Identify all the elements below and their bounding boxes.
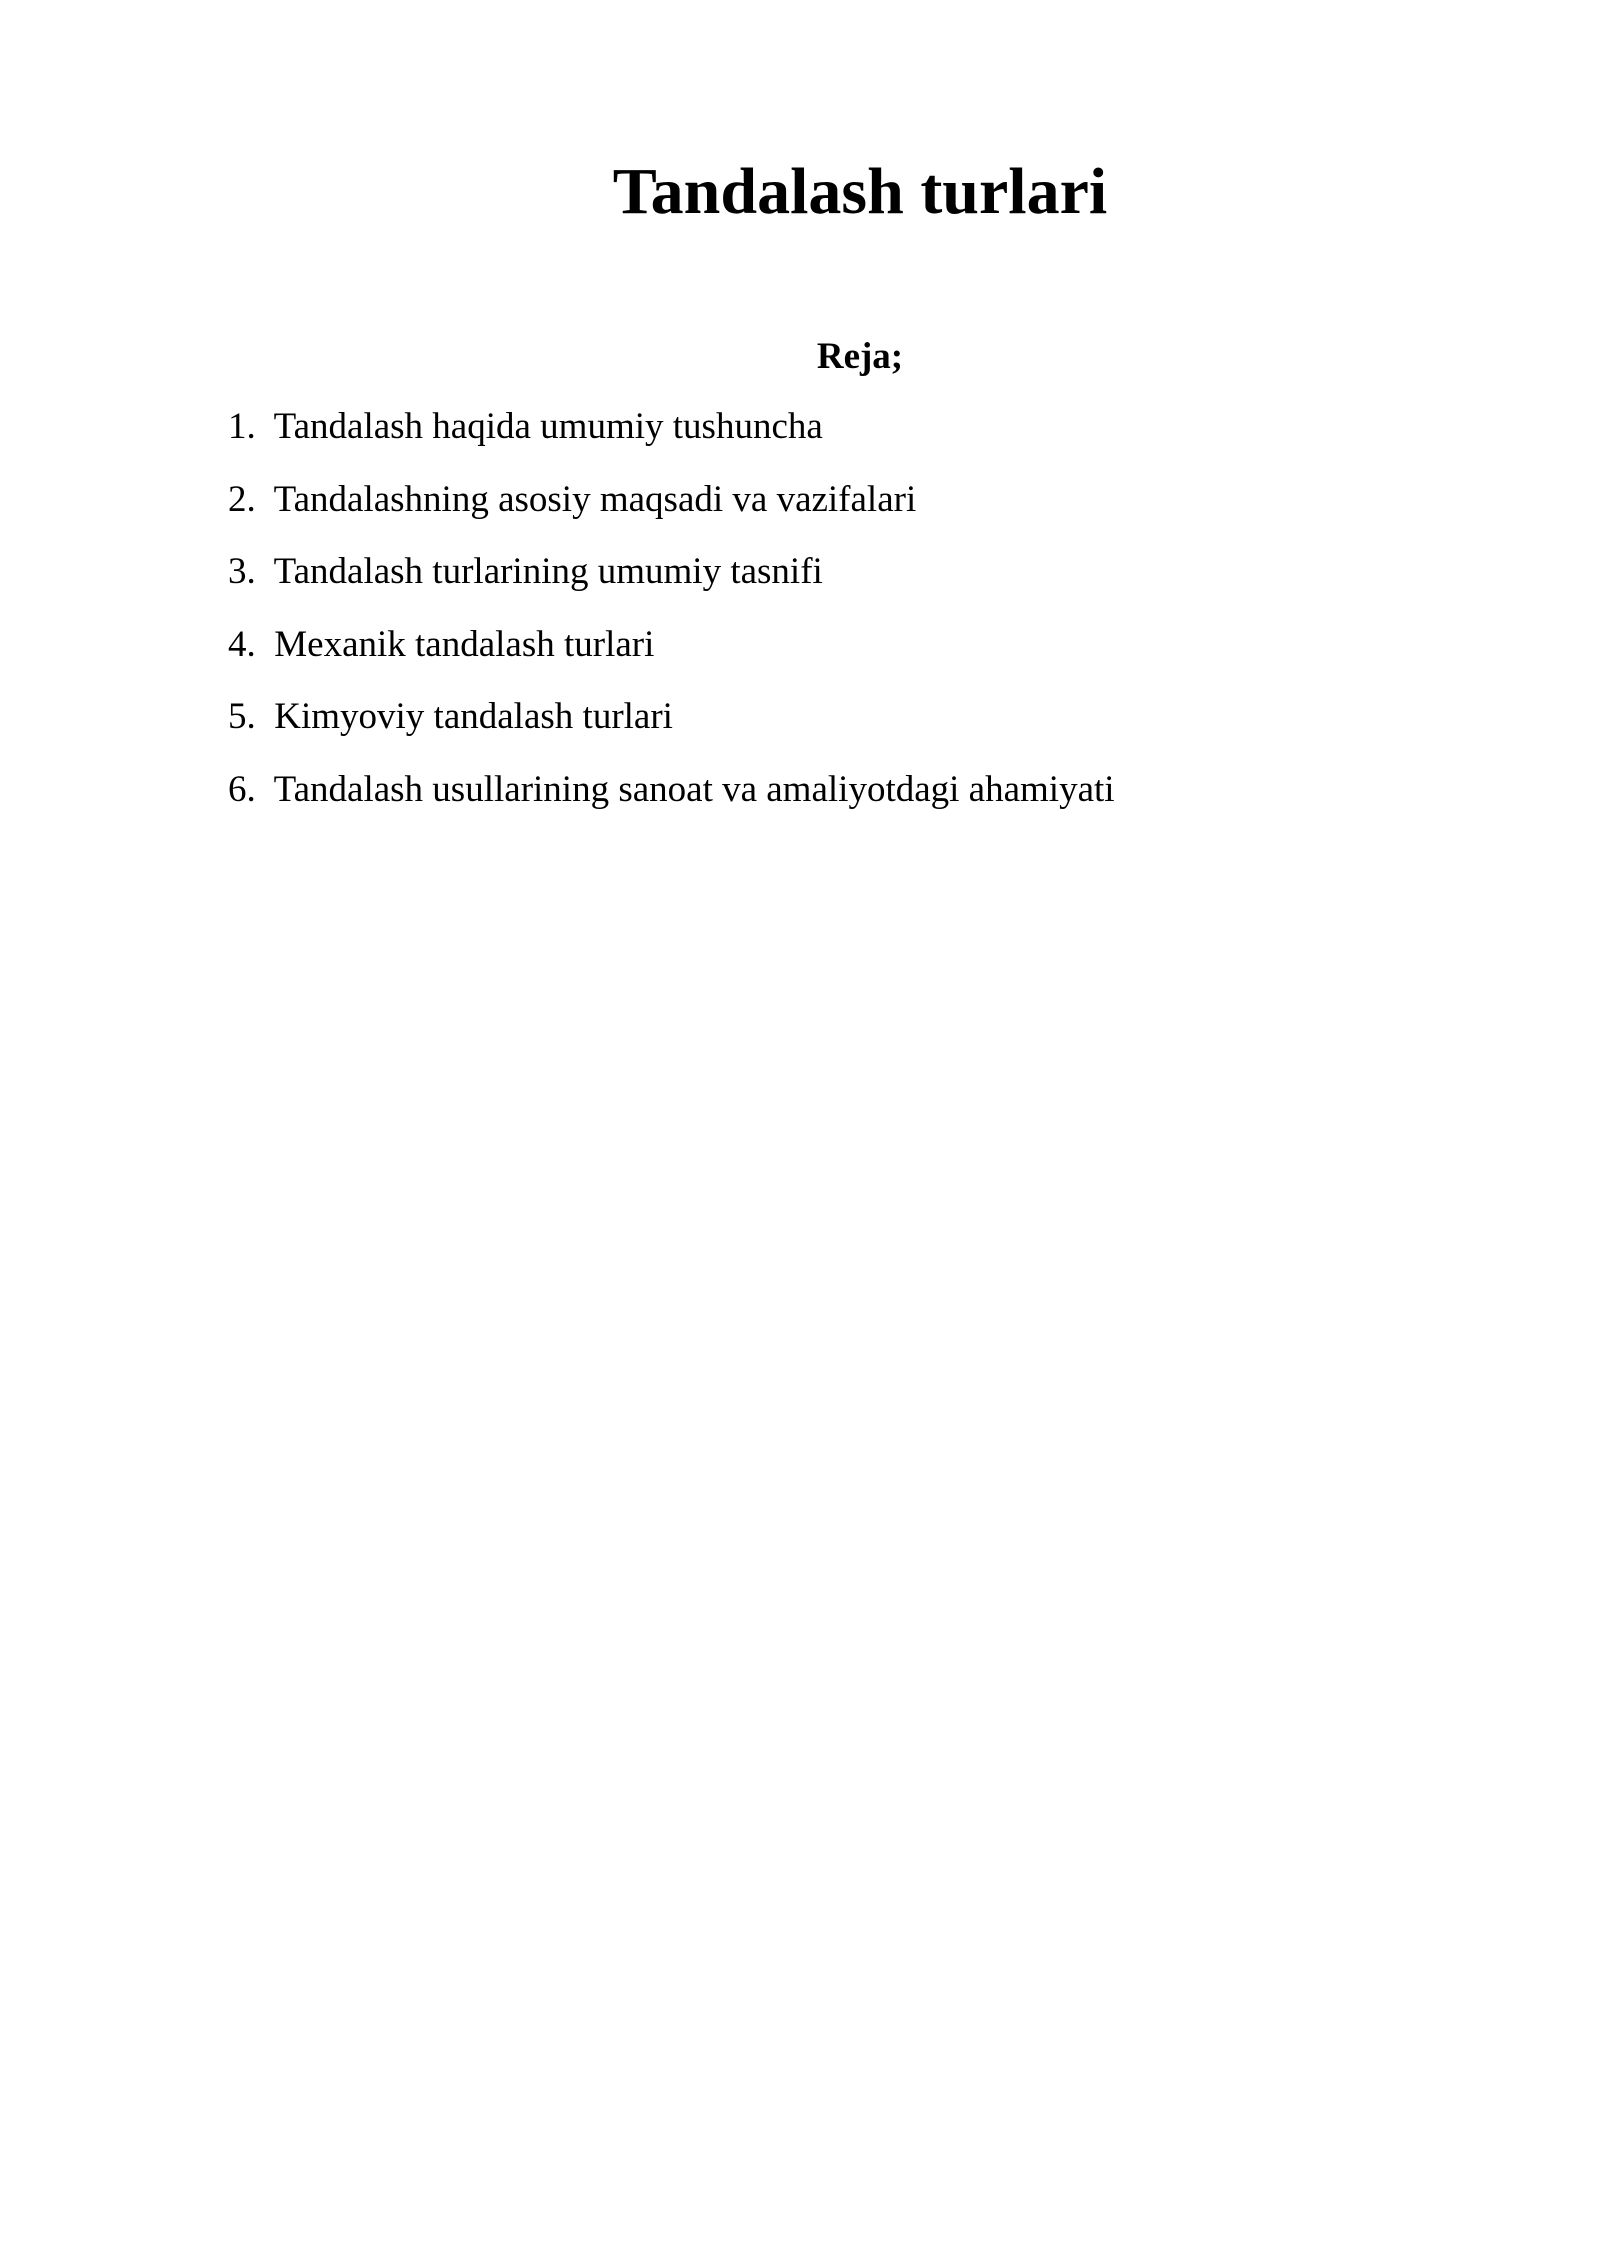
- plan-item-2: [228, 476, 1115, 524]
- plan-item-text: Kimyoviy tandalash turlari: [274, 696, 673, 737]
- plan-item-1: [228, 403, 1115, 451]
- document-title: Tandalash turlari: [612, 155, 1108, 228]
- plan-list: [228, 403, 1115, 838]
- plan-item-number: 2.: [228, 478, 265, 520]
- plan-item-text: Mexanik tandalash turlari: [274, 623, 655, 665]
- plan-item-number: 1.: [228, 406, 265, 447]
- plan-item-number: 3.: [228, 551, 265, 592]
- plan-item-4: [228, 621, 1115, 669]
- plan-item-number: 4.: [228, 623, 265, 665]
- plan-item-6: [228, 766, 1115, 814]
- plan-heading: Reja;: [816, 336, 904, 377]
- plan-item-text: Tandalash turlarining umumiy tasnifi: [273, 551, 823, 592]
- plan-item-5: [228, 693, 1115, 741]
- plan-item-text: Tandalash haqida umumiy tushuncha: [273, 406, 823, 447]
- plan-item-3: [228, 548, 1115, 596]
- plan-item-number: 5.: [228, 696, 265, 737]
- plan-item-text: Tandalashning asosiy maqsadi va vazifalari: [273, 478, 917, 520]
- plan-item-number: 6.: [228, 768, 265, 810]
- plan-item-text: Tandalash usullarining sanoat va amaliyotdagi ahamiyati: [273, 768, 1115, 810]
